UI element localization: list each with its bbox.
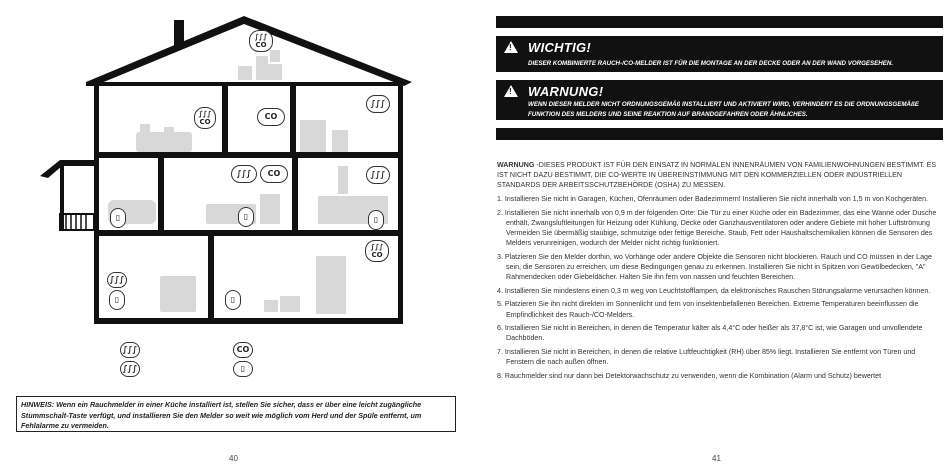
list-item: 7. Installieren Sie nicht in Bereichen, in denen die relative Luftfeuchtigkeit (RH) über 85% liegt. Installieren Sie entfernt von Türen und Fenstern die nach außen öffnen.	[497, 347, 916, 367]
garage-wall-detector-icon: ▯	[110, 208, 126, 228]
warnung-text: WENN DIESER MELDER NICHT ORDNUNGSGEMÄß INSTALLIERT UND AKTIVIERT WIRD, VERHINDERT ES DIE ORDNUNGSGEMÄßE FUNKTION DES MELDERS UND SEINE REAKTION AUF BRANDGEFAHREN ODER ÄHNLICHES.	[528, 101, 919, 118]
warnung-heading: WARNUNG!	[528, 84, 604, 99]
upper-middle-co-detector-icon: CO	[257, 108, 285, 126]
top-black-bar	[496, 16, 943, 28]
bottom-black-bar	[496, 128, 943, 140]
intro-paragraph	[497, 160, 942, 191]
wichtig-box	[496, 36, 943, 72]
legend-co-icon: CO	[233, 342, 253, 358]
legend-wall-icon: ▯	[233, 361, 253, 377]
hint-text: HINWEIS: Wenn ein Rauchmelder in einer Küche installiert ist, stellen Sie sicher, dass er über eine leicht zugängliche Stummschalt-Taste verfügt, und installieren Sie den Melder so weit wie möglich vom Herd und der Spüle entfernt, um Fehlalarme zu vermeiden.	[21, 400, 422, 430]
list-item: 8. Rauchmelder sind nur dann bei Detektorwachschutz zu verwenden, wenn die Kombination (Alarm und Schutz) bewertet	[497, 371, 882, 380]
attic-combo-detector-icon: ∫∫∫ CO	[249, 30, 273, 52]
middle-co-detector-icon: CO	[260, 165, 288, 183]
attic-boxes	[238, 50, 282, 80]
list-item: 2. Installieren Sie nicht innerhalb von 0,9 m der folgenden Orte: Die Tür zu einer Küche oder ein Badezimmer, das eine Wanne oder Dusche enthält, Zwangsluftleitungen für Heizung oder Kühlung, Decke oder Ganzhausventilatoren oder andere Gebiete mit hoher Luftströmung Vermeiden Sie übermäßig staubige, schmutzige oder fettige Bereiche. Staub, Fett oder Haushaltschemikalien können die Sensoren des Melders verunreinigen, wodurch der Melder nicht richtig funktioniert.	[497, 208, 937, 248]
list-item: 1. Installieren Sie nicht in Garagen, Küchen, Ofenräumen oder Badezimmern! Installieren Sie nicht innerhalb von 1,5 m von Kochgeräten.	[497, 195, 928, 203]
warning-triangle-icon: !	[504, 85, 518, 97]
basement-right-combo-detector-icon: ∫∫∫ CO	[365, 240, 389, 262]
legend-smoke-icon: ∫∫∫	[120, 342, 140, 358]
basement-left-smoke-detector-icon: ∫∫∫	[107, 272, 127, 288]
upper-left-combo-detector-icon: ∫∫∫ CO	[194, 107, 216, 129]
intro-text: -DIESES PRODUKT IST FÜR DEN EINSATZ IN NORMALEN INNENRÄUMEN VON FAMILIENWOHNUNGEN BESTIMMT. ES IST NICHT DAZU BESTIMMT, DIE CO-WERTE IN ÜBEREINSTIMMUNG MIT DEN KOMMERZIELLEN ODER INDUSTRIELLEN STANDARDS DER ARBEITSSCHUTZBEHÖRDE (OSHA) ZU MESSEN.	[497, 161, 937, 190]
body-text	[497, 160, 942, 384]
wichtig-heading: WICHTIG!	[528, 40, 592, 55]
page-number-right: 41	[712, 454, 721, 463]
hint-box	[16, 396, 456, 432]
middle-right-wall-detector-icon: ▯	[368, 210, 384, 230]
intro-label: WARNUNG	[497, 161, 535, 169]
basement-left-wall-detector-icon: ▯	[109, 290, 125, 310]
basement-middle-wall-detector-icon: ▯	[225, 290, 241, 310]
list-item: 5. Platzieren Sie ihn nicht direkten im Sonnenlicht und fern von insektenbefallenen Bereichen. Extreme Temperaturen beeinflussen die Empfindlichkeit des Rauch-/CO-Melders.	[497, 300, 919, 319]
middle-wall-detector-icon: ▯	[238, 207, 254, 227]
warning-triangle-icon: !	[504, 41, 518, 53]
legend-combo-icon: ∫∫∫	[120, 361, 140, 377]
list-item: 3. Platzieren Sie den Melder dorthin, wo Vorhänge oder andere Objekte die Sensoren nicht blockieren. Rauch und CO müssen in der Lage sein, die Sensoren zu erreichen, um diese Bedingungen genau zu erkennen. Installieren Sie nicht in Spitzen von Gewölbedecken, "A" Rahmendecken oder Giebeldächer. Halten Sie ihn fern von nassen und feuchten Bereichen.	[497, 252, 932, 282]
wichtig-text: DIESER KOMBINIERTE RAUCH-/CO-MELDER IST FÜR DIE MONTAGE AN DER DECKE ODER AN DER WAND VORGESEHEN.	[528, 60, 894, 67]
list-item: 4. Installieren Sie mindestens einen 0,3 m weg von Leuchtstofflampen, da elektronisches Rauschen Störungsalarme verursachen können.	[497, 286, 931, 295]
page-number-left: 40	[229, 454, 238, 463]
upper-right-smoke-detector-icon: ∫∫∫	[366, 95, 390, 113]
list-item: 6. Installieren Sie nicht in Bereichen, in denen die Temperatur kälter als 4,4°C oder heißer als 37,8°C ist, wie Garagen und unvollendete Dachböden.	[497, 324, 923, 343]
middle-smoke-detector-icon: ∫∫∫	[231, 165, 257, 183]
warnung-box	[496, 80, 943, 120]
middle-right-smoke-detector-icon: ∫∫∫	[366, 166, 390, 184]
